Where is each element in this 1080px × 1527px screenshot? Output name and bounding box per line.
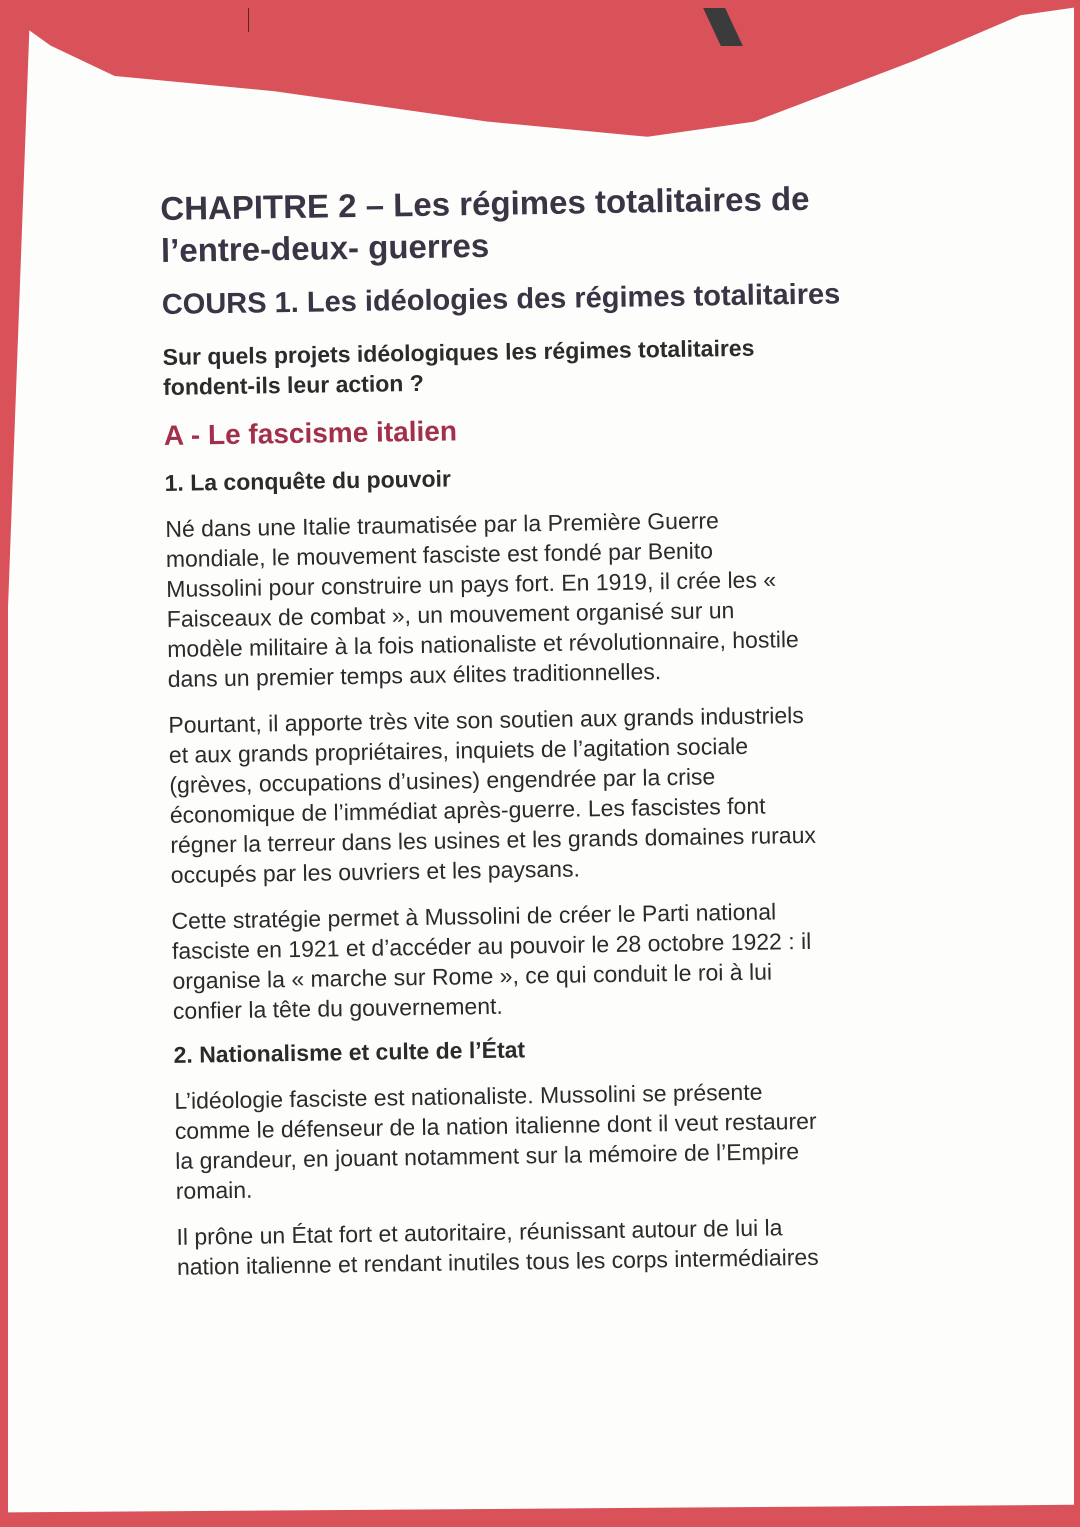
course-title: COURS 1. Les idéologies des régimes totalitaires <box>161 278 841 321</box>
paragraph-line: modèle militaire à la fois nationaliste et révolutionnaire, hostile <box>167 626 799 662</box>
paragraph-line: et aux grands propriétaires, inquiets de l’agitation sociale <box>168 732 749 768</box>
paragraph-line: Pourtant, il apporte très vite son soutien aux grands industriels <box>168 701 804 738</box>
paragraph-line: nation italienne et rendant inutiles tous les corps intermédiaires <box>176 1243 819 1280</box>
subsection-2-heading: 2. Nationalisme et culte de l’État <box>173 1036 526 1068</box>
chapter-title <box>160 176 921 272</box>
paragraph-line: confier la tête du gouvernement. <box>172 992 503 1024</box>
paragraph-line: régner la terreur dans les usines et les grands domaines ruraux <box>170 821 817 858</box>
paragraph-line: dans un premier temps aux élites traditionnelles. <box>167 658 662 692</box>
paragraph-1 <box>165 502 928 694</box>
paragraph-line: économique de l’immédiat après-guerre. Les fascistes font <box>169 792 766 828</box>
paragraph-line: romain. <box>175 1176 253 1204</box>
paragraph-line: organise la « marche sur Rome », ce qui conduit le roi à lui <box>172 958 773 994</box>
paper-crease <box>248 8 249 32</box>
question-line: fondent-ils leur action ? <box>162 369 424 400</box>
paragraph-line: fasciste en 1921 et d’accéder au pouvoir le 28 octobre 1922 : il <box>171 927 812 964</box>
section-a-heading: A - Le fascisme italien <box>163 415 458 451</box>
title-line: CHAPITRE 2 – Les régimes totalitaires de <box>160 179 810 227</box>
document-content <box>160 176 937 1282</box>
paragraph-line: Cette stratégie permet à Mussolini de créer le Parti national <box>171 898 777 934</box>
paragraph-4 <box>174 1074 936 1206</box>
paragraph-3 <box>171 894 933 1026</box>
paragraph-line: la grandeur, en jouant notamment sur la mémoire de l’Empire <box>175 1138 800 1174</box>
problematic-question <box>162 330 923 402</box>
tape-strip <box>703 8 743 46</box>
paragraph-line: mondiale, le mouvement fasciste est fondé par Benito <box>165 537 714 572</box>
paragraph-line: occupés par les ouvriers et les paysans. <box>170 855 581 888</box>
paragraph-line: Faisceaux de combat », un mouvement organisé sur un <box>166 597 735 632</box>
paragraph-line: Né dans une Italie traumatisée par la Première Guerre <box>165 507 720 542</box>
paragraph-2 <box>168 698 931 890</box>
paragraph-line: (grèves, occupations d’usines) engendrée par la crise <box>169 763 716 798</box>
subsection-1-heading: 1. La conquête du pouvoir <box>164 465 452 496</box>
paragraph-line: comme le défenseur de la nation italienne dont il veut restaurer <box>174 1107 817 1144</box>
title-line: l’entre-deux- guerres <box>160 226 490 269</box>
paragraph-line: Il prône un État fort et autoritaire, réunissant autour de lui la <box>176 1214 783 1250</box>
paragraph-line: Mussolini pour construire un pays fort. En 1919, il crée les « <box>166 566 777 602</box>
question-line: Sur quels projets idéologiques les régimes totalitaires <box>162 334 755 370</box>
paragraph-line: L’idéologie fasciste est nationaliste. Mussolini se présente <box>174 1078 763 1114</box>
paragraph-5 <box>176 1210 937 1282</box>
